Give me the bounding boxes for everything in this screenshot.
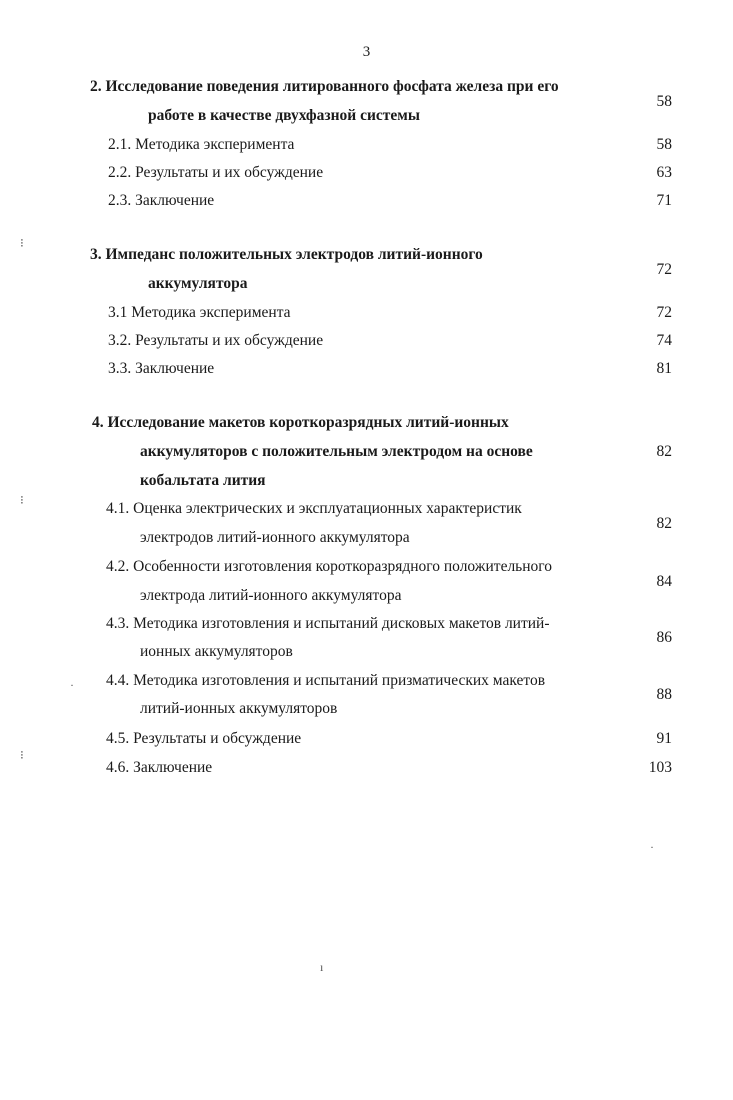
scan-speck: · (650, 840, 654, 854)
chapter-3-page: 72 (656, 261, 672, 278)
toc-item-3-2-page: 74 (656, 332, 672, 349)
toc-item-4-1-page: 82 (656, 515, 672, 532)
toc-item-2-1-page: 58 (656, 136, 672, 153)
scan-speck: ⁝ (20, 236, 24, 250)
chapter-3-title-line-1: 3. Импеданс положительных электродов литий-ионного (90, 246, 483, 263)
toc-item-4-5: 4.5. Результаты и обсуждение (106, 730, 302, 747)
toc-item-2-3-page: 71 (656, 192, 672, 209)
toc-item-4-4-line-2: литий-ионных аккумуляторов (140, 700, 338, 717)
toc-item-3-3: 3.3. Заключение (108, 360, 215, 377)
chapter-4-title-line-2: аккумуляторов с положительным электродом на основе (140, 443, 533, 460)
toc-item-4-4-line-1: 4.4. Методика изготовления и испытаний призматических макетов (106, 672, 546, 689)
toc-item-3-1: 3.1 Методика эксперимента (108, 304, 291, 321)
toc-item-4-4-page: 88 (656, 686, 672, 703)
chapter-4-title-line-3: кобальтата лития (140, 472, 266, 489)
toc-item-4-1-line-1: 4.1. Оценка электрических и эксплуатационных характеристик (106, 500, 522, 517)
toc-item-4-1-line-2: электродов литий-ионного аккумулятора (140, 529, 410, 546)
toc-item-2-3: 2.3. Заключение (108, 192, 215, 209)
toc-item-4-3-line-1: 4.3. Методика изготовления и испытаний дисковых макетов литий- (106, 615, 550, 632)
toc-item-2-1: 2.1. Методика эксперимента (108, 136, 295, 153)
toc-item-4-6-page: 103 (648, 759, 672, 776)
toc-item-3-2: 3.2. Результаты и их обсуждение (108, 332, 324, 349)
chapter-4-page: 82 (656, 443, 672, 460)
toc-item-4-2-line-2: электрода литий-ионного аккумулятора (140, 587, 402, 604)
scan-speck: ⁝ (20, 748, 24, 762)
scan-speck: · (70, 678, 74, 692)
chapter-3-title-line-2: аккумулятора (148, 275, 248, 292)
chapter-4-title-line-1: 4. Исследование макетов короткоразрядных литий-ионных (92, 414, 509, 431)
toc-item-4-2-line-1: 4.2. Особенности изготовления короткоразрядного положительного (106, 558, 553, 575)
chapter-2-title-line-1: 2. Исследование поведения литированного фосфата железа при его (90, 78, 559, 95)
toc-item-4-3-page: 86 (656, 629, 672, 646)
scan-speck: ı (320, 960, 324, 974)
chapter-2-page: 58 (656, 93, 672, 110)
scan-speck: ⁝ (20, 493, 24, 507)
page-number: 3 (362, 44, 371, 60)
toc-item-4-5-page: 91 (656, 730, 672, 747)
toc-item-3-3-page: 81 (656, 360, 672, 377)
toc-item-3-1-page: 72 (656, 304, 672, 321)
toc-item-4-2-page: 84 (656, 573, 672, 590)
chapter-2-title-line-2: работе в качестве двухфазной системы (148, 107, 420, 124)
toc-item-4-6: 4.6. Заключение (106, 759, 213, 776)
toc-item-4-3-line-2: ионных аккумуляторов (140, 643, 293, 660)
toc-item-2-2: 2.2. Результаты и их обсуждение (108, 164, 324, 181)
toc-item-2-2-page: 63 (656, 164, 672, 181)
